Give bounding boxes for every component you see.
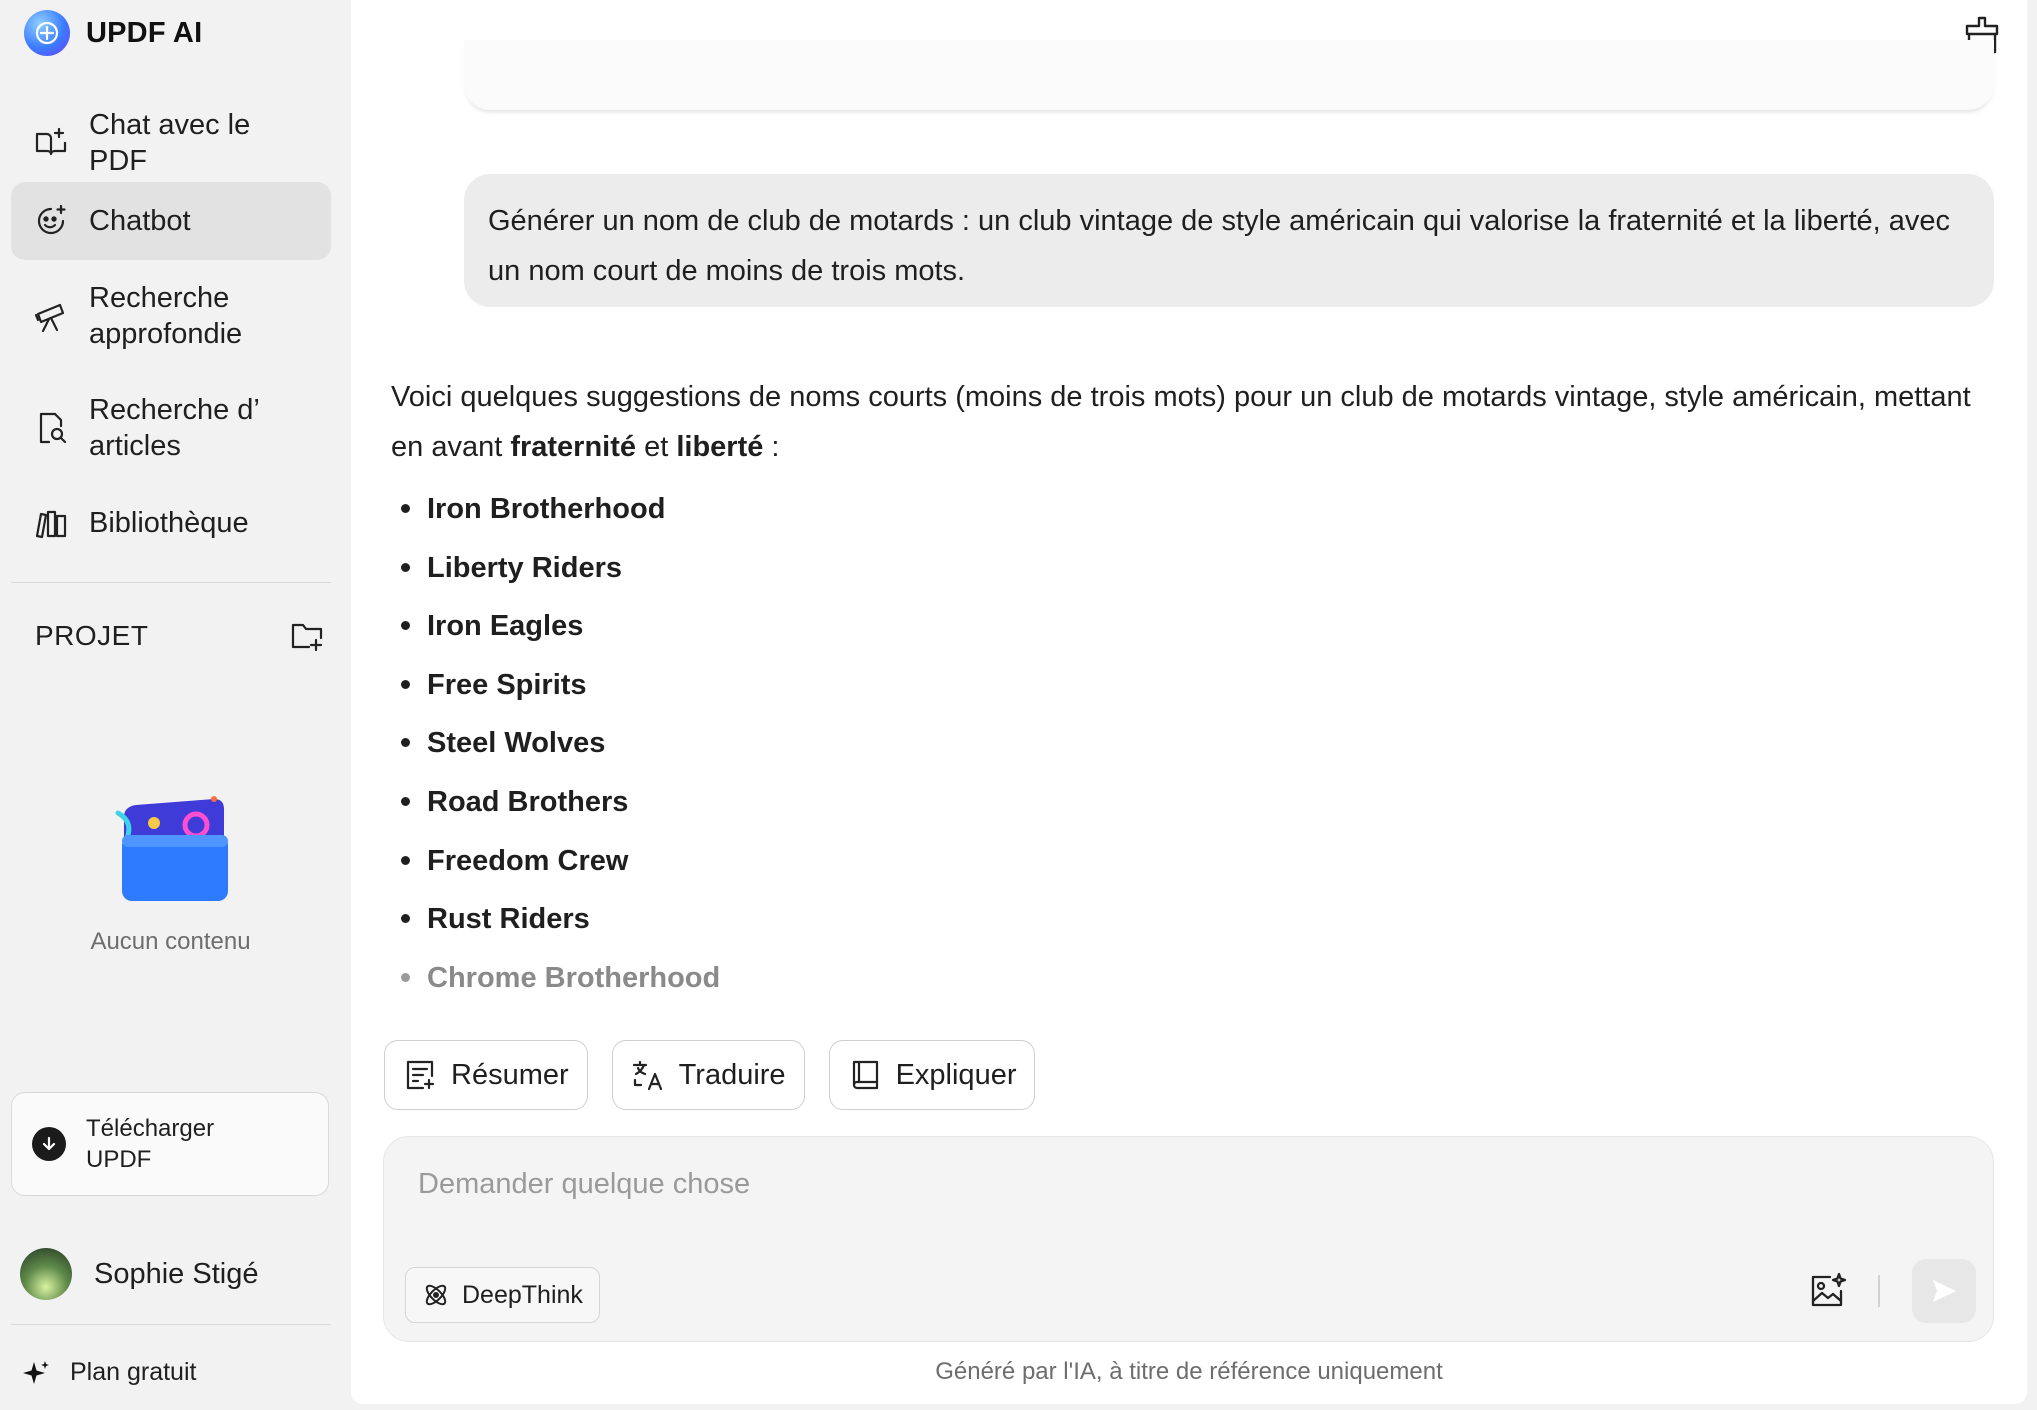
send-button[interactable]: [1912, 1259, 1976, 1323]
deepthink-toggle[interactable]: [405, 1267, 600, 1323]
answer-bold-liberte: liberté: [676, 431, 764, 463]
answer-intro-text: Voici quelques suggestions de noms courts (moins de trois mots) pour un club de motards vintage, style américain, mettant en avant: [391, 381, 1971, 463]
list-item: Rust Riders: [427, 894, 1991, 953]
sidebar-item-deep-research[interactable]: [11, 260, 331, 372]
translate-label: Traduire: [678, 1058, 786, 1091]
explain-button[interactable]: [829, 1040, 1036, 1110]
answer-intro: [391, 372, 1991, 472]
user-message-bubble: [464, 174, 1994, 307]
previous-message-bubble: [464, 40, 1994, 110]
answer-intro-text: et: [636, 431, 677, 463]
download-label: Télécharger UPDF: [86, 1115, 215, 1173]
sidebar-nav: [11, 104, 331, 562]
summarize-icon: [403, 1058, 437, 1092]
sidebar-item-chat-pdf[interactable]: [11, 104, 331, 182]
avatar: [20, 1248, 72, 1300]
assistant-answer: [391, 372, 1991, 1011]
sidebar-item-label: Chat avec le PDF: [89, 109, 251, 177]
updf-ai-logo-icon: [24, 10, 70, 56]
sidebar-item-label: Chatbot: [89, 205, 191, 237]
document-search-icon: [33, 410, 69, 446]
answer-bold-fraternite: fraternité: [510, 431, 637, 463]
empty-folder-illustration: [106, 795, 236, 905]
sidebar-item-label: Bibliothèque: [89, 507, 249, 539]
list-item: Iron Eagles: [427, 601, 1991, 660]
sidebar-item-article-search[interactable]: [11, 372, 331, 484]
summarize-label: Résumer: [451, 1058, 569, 1091]
book-sparkle-icon: [33, 125, 69, 161]
plan-badge[interactable]: [22, 1358, 196, 1387]
sidebar-item-label: Recherche approfondie: [89, 282, 243, 350]
message-composer: [383, 1136, 1994, 1342]
deepthink-label: DeepThink: [462, 1280, 583, 1309]
translate-icon: [631, 1058, 665, 1092]
chat-panel: [351, 0, 2027, 1404]
brand-name: UPDF AI: [86, 16, 203, 49]
message-input[interactable]: [416, 1167, 1920, 1202]
empty-projects: [0, 795, 341, 956]
project-header: [35, 614, 325, 658]
library-icon: [33, 505, 69, 541]
list-item: Iron Brotherhood: [427, 484, 1991, 543]
download-icon: [32, 1127, 66, 1161]
sidebar-divider: [11, 582, 331, 583]
explain-label: Expliquer: [895, 1058, 1017, 1091]
answer-intro-text: :: [763, 431, 780, 463]
sidebar-item-chatbot[interactable]: [11, 182, 331, 260]
sidebar-divider: [11, 1324, 331, 1325]
new-folder-icon[interactable]: [289, 618, 325, 654]
empty-text: Aucun contenu: [90, 928, 251, 955]
sidebar: [0, 0, 351, 1410]
list-item: Freedom Crew: [427, 836, 1991, 895]
list-item: Steel Wolves: [427, 718, 1991, 777]
translate-button[interactable]: [612, 1040, 805, 1110]
send-icon: [1929, 1276, 1959, 1306]
sidebar-item-library[interactable]: [11, 484, 331, 562]
composer-separator: [1878, 1275, 1880, 1307]
download-updf-button[interactable]: [11, 1092, 329, 1196]
list-item: Free Spirits: [427, 660, 1991, 719]
name-suggestions-list: [391, 484, 1991, 1011]
atom-icon: [422, 1281, 450, 1309]
plan-label: Plan gratuit: [70, 1358, 197, 1386]
telescope-icon: [33, 298, 69, 334]
image-sparkle-icon[interactable]: [1808, 1271, 1848, 1311]
brand[interactable]: [24, 10, 202, 56]
ai-disclaimer: Généré par l'IA, à titre de référence uniquement: [935, 1358, 1443, 1385]
list-item: Liberty Riders: [427, 543, 1991, 602]
list-item: Road Brothers: [427, 777, 1991, 836]
summarize-button[interactable]: [384, 1040, 588, 1110]
list-item: Chrome Brotherhood: [427, 953, 1991, 1012]
book-icon: [848, 1058, 882, 1092]
user-name: Sophie Stigé: [94, 1257, 259, 1290]
project-label: PROJET: [35, 620, 149, 651]
user-profile[interactable]: [20, 1248, 258, 1300]
quick-actions: [384, 1040, 1035, 1110]
bot-face-icon: [33, 203, 69, 239]
sparkle-icon: [22, 1359, 50, 1387]
sidebar-item-label: Recherche d’ articles: [89, 394, 259, 462]
user-message-text: Générer un nom de club de motards : un club vintage de style américain qui valorise la fraternité et la liberté, avec un nom court de moins de trois mots.: [488, 205, 1951, 287]
